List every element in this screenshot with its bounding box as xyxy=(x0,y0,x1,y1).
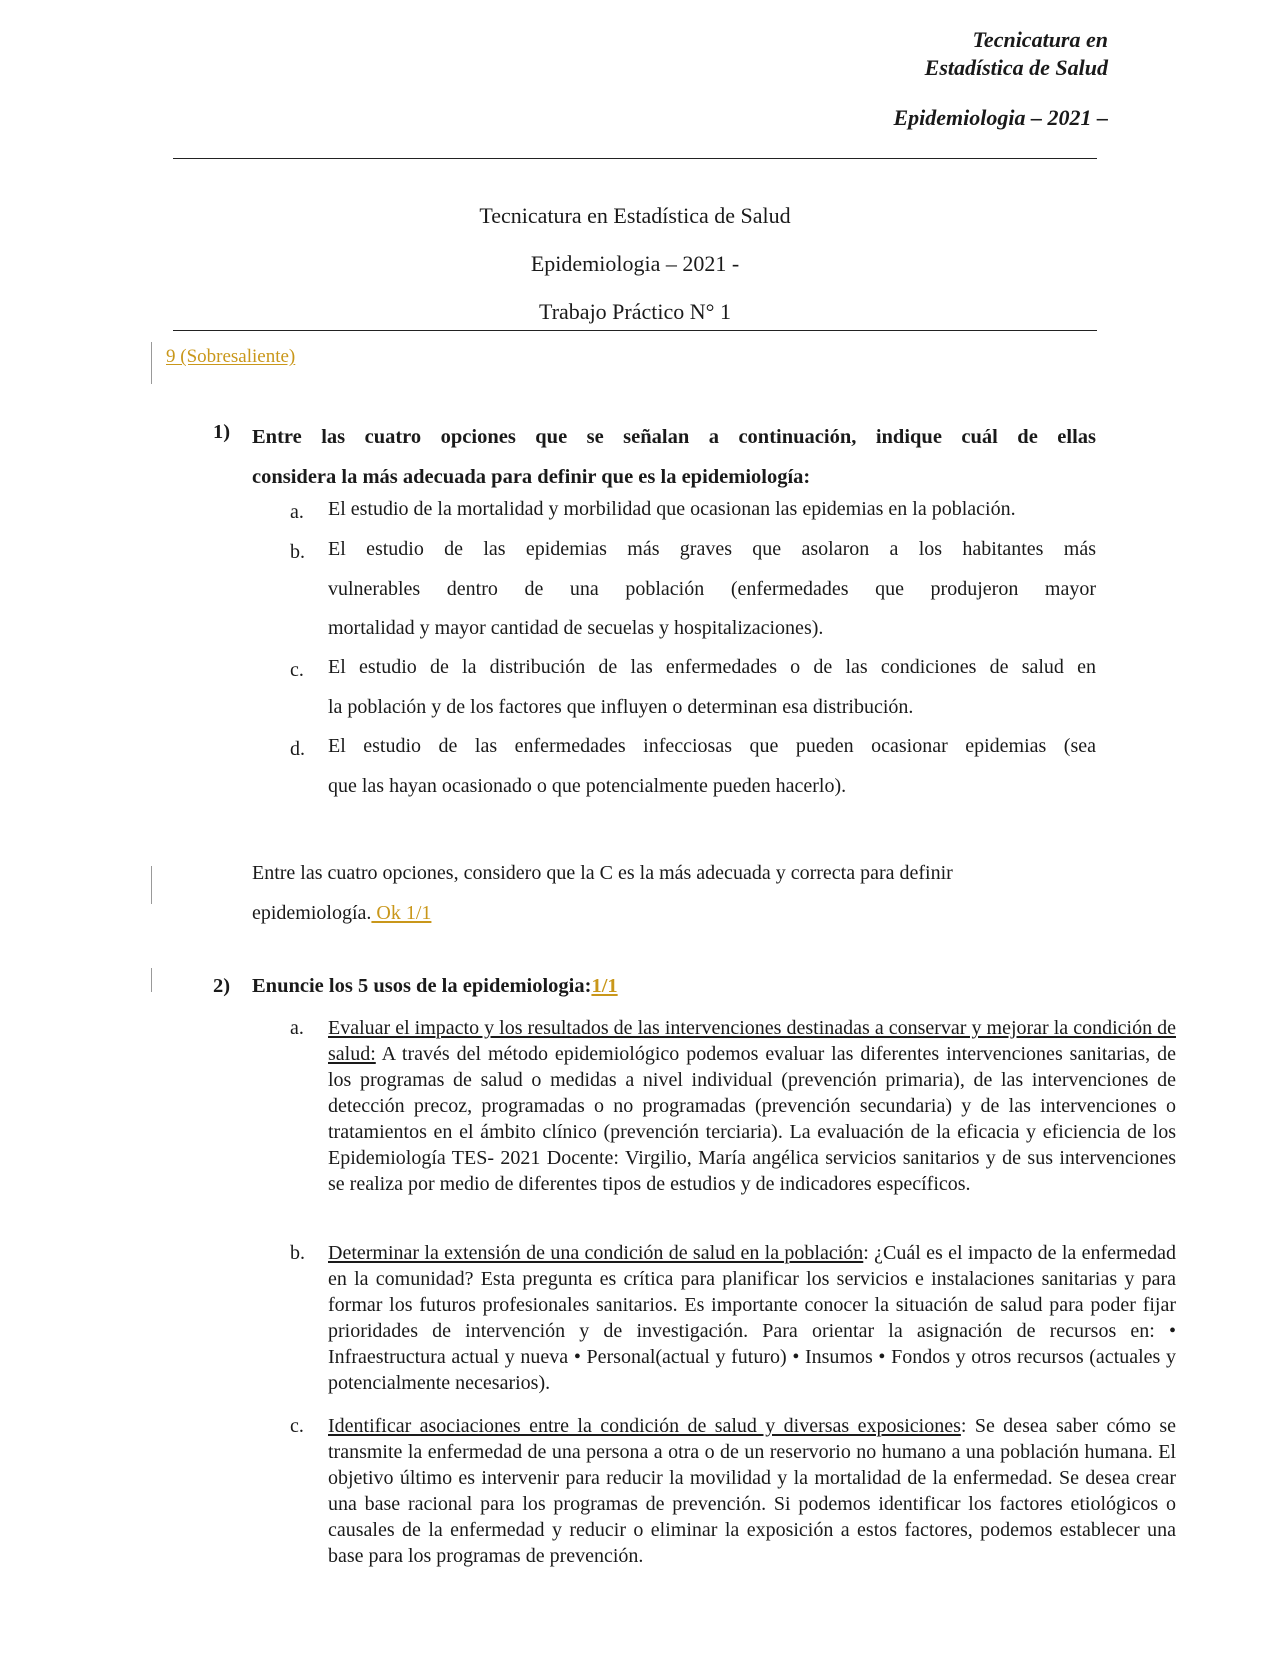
option-a xyxy=(328,490,1128,530)
uso-a-letter: a. xyxy=(290,1017,304,1039)
option-b-line: mortalidad y mayor cantidad de secuelas y hospitalizaciones). xyxy=(328,617,824,639)
uso-a xyxy=(328,1015,1176,1197)
uso-c-letter: c. xyxy=(290,1415,304,1437)
option-a-line: El estudio de la mortalidad y morbilidad que ocasionan las epidemias en la población. xyxy=(328,498,1016,520)
change-bar xyxy=(151,968,152,992)
answer-1-line-1: Entre las cuatro opciones, considero que la C es la más adecuada y correcta para definir xyxy=(252,862,953,884)
title-line-3: Trabajo Práctico N° 1 xyxy=(539,299,731,324)
title-rule xyxy=(173,330,1097,331)
uso-b xyxy=(328,1240,1176,1396)
uso-b-heading: Determinar la extensión de una condición de salud en la población xyxy=(328,1242,864,1264)
change-bar xyxy=(151,866,152,904)
title-line-2: Epidemiologia – 2021 - xyxy=(530,251,740,276)
uso-b-letter: b. xyxy=(290,1242,305,1264)
header-line-2: Estadística de Salud xyxy=(924,55,1108,80)
question-1-number: 1) xyxy=(213,421,231,443)
uso-c-body: : Se desea saber cómo se transmite la enfermedad de una persona a otra o de un reservorio no humano a una población humana. El objetivo último es intervenir para reducir la movilidad y la mortalidad de la enfermedad. Se desea crear una base racional para los programas de prevención. Si podemos identificar los factores etiológicos o causales de la enfermedad y reducir o eliminar la exposición a estos factores, podemos establecer una base para los programas de prevención. xyxy=(328,1415,1176,1567)
option-b-line: vulnerables dentro de una población (enfermedades que produjeron mayor xyxy=(328,577,1096,600)
question-1-line-2: considera la más adecuada para definir que es la epidemiología: xyxy=(252,465,811,488)
option-c xyxy=(328,648,1096,727)
question-2-mark-link[interactable]: 1/1 xyxy=(591,975,618,997)
uso-c-heading: Identificar asociaciones entre la condición de salud y diversas exposiciones xyxy=(328,1415,961,1437)
option-d xyxy=(328,727,1096,806)
question-2-title xyxy=(252,972,618,1000)
grade-comment-link[interactable]: 9 (Sobresaliente) xyxy=(166,346,296,367)
option-d-line: El estudio de las enfermedades infecciosas que pueden ocasionar epidemias (sea xyxy=(328,735,1096,757)
question-2-text: Enuncie los 5 usos de la epidemiologia: xyxy=(252,975,592,997)
option-c-line: la población y de los factores que influyen o determinan esa distribución. xyxy=(328,695,914,718)
option-a-letter: a. xyxy=(290,501,304,523)
uso-a-heading: Evaluar el impacto y los resultados de las intervenciones destinadas a conservar y mejorar la condición de salud: xyxy=(328,1017,1176,1065)
uso-b-body: : ¿Cuál es el impacto de la enfermedad en la comunidad? Esta pregunta es crítica para planificar los servicios e instalaciones sanitarias y para formar los futuros profesionales sanitarios. Es importante conocer la situación de salud para poder fijar prioridades de intervención y de investigación. Para orientar la asignación de recursos en: • Infraestructura actual y nueva • Personal(actual y futuro) • Insumos • Fondos y otros recursos (actuales y potencialmente necesarios). xyxy=(328,1242,1176,1394)
option-b xyxy=(328,530,1096,649)
change-bar xyxy=(151,342,152,384)
uso-c xyxy=(328,1413,1176,1569)
answer-1-text: epidemiología. xyxy=(252,901,372,924)
answer-1-line-2 xyxy=(252,894,1096,934)
header-line-3: Epidemiologia – 2021 – xyxy=(893,105,1108,130)
question-1-text xyxy=(252,418,1096,497)
answer-1-mark-link[interactable]: Ok 1/1 xyxy=(371,901,432,924)
option-d-letter: d. xyxy=(290,738,305,760)
option-c-letter: c. xyxy=(290,659,304,681)
option-c-line: El estudio de la distribución de las enfermedades o de las condiciones de salud en xyxy=(328,656,1096,678)
title-line-1: Tecnicatura en Estadística de Salud xyxy=(479,203,791,228)
answer-1 xyxy=(252,854,1096,933)
running-header-institution xyxy=(925,26,1108,82)
header-rule xyxy=(173,158,1097,159)
option-d-line: que las hayan ocasionado o que potencialmente pueden hacerlo). xyxy=(328,774,847,797)
question-2-number: 2) xyxy=(213,975,231,997)
uso-a-body: A través del método epidemiológico podemos evaluar las diferentes intervenciones sanitarias, de los programas de salud o medidas a nivel individual (prevención primaria), de las intervenciones de detección precoz, programadas o no programadas (prevención secundaria) y de las intervenciones o tratamientos en el ámbito clínico (prevención terciaria). La evaluación de la eficacia y eficiencia de los Epidemiología TES- 2021 Docente: Virgilio, María angélica servicios sanitarios y de sus intervenciones se realiza por medio de diferentes tipos de estudios y de indicadores específicos. xyxy=(328,1043,1176,1195)
question-1-line-1: Entre las cuatro opciones que se señalan a continuación, indique cuál de ellas xyxy=(252,426,1096,448)
header-line-1: Tecnicatura en xyxy=(972,27,1108,52)
option-b-line: El estudio de las epidemias más graves que asolaron a los habitantes más xyxy=(328,538,1096,560)
option-b-letter: b. xyxy=(290,541,305,563)
